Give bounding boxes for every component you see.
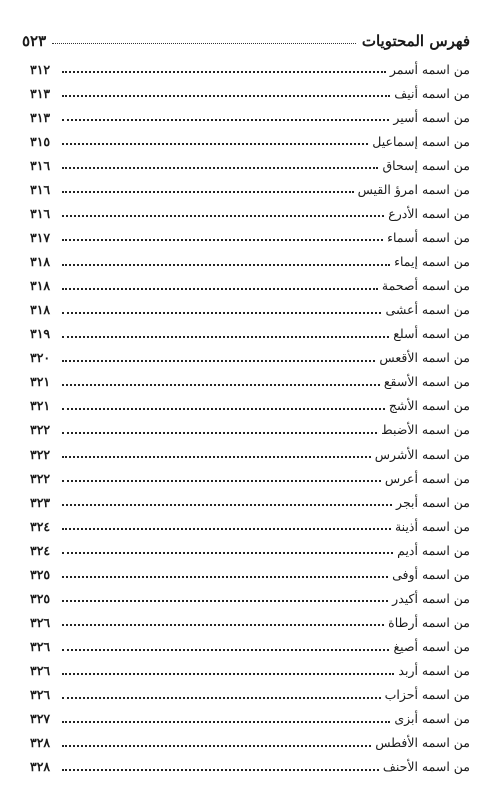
toc-entry-page-number: ٣٢٤ (30, 518, 51, 534)
dot-leader (62, 480, 381, 482)
toc-entry-title: من اسمه الأقعس (379, 350, 470, 366)
toc-entry-title: من اسمه أوفى (392, 566, 470, 582)
dot-leader (62, 95, 390, 97)
toc-entry (30, 586, 470, 610)
toc-entry (30, 250, 470, 274)
toc-entry-title: من اسمه الأشج (388, 398, 470, 414)
toc-entry-title: من اسمه الأفطس (375, 735, 470, 751)
toc-entry-title: من اسمه أحزاب (384, 687, 470, 703)
toc-entry-page-number: ٣١٣ (30, 85, 51, 101)
toc-entry-title: من اسمه أبزى (394, 711, 470, 727)
toc-entry (30, 538, 470, 562)
toc-entry-title: من اسمه أسماء (387, 229, 470, 245)
dot-leader (62, 649, 389, 651)
toc-entry-page-number: ٣١٧ (30, 229, 51, 245)
toc-entry (30, 346, 470, 370)
toc-entry-page-number: ٣٢١ (30, 374, 51, 390)
header-page-number: ٥٢٣ (22, 32, 47, 50)
toc-entry-title: من اسمه الأسقع (383, 374, 470, 390)
dot-leader (62, 456, 371, 458)
toc-entry-page-number: ٣٢٦ (30, 639, 51, 655)
dot-leader (62, 119, 389, 121)
toc-entry-page-number: ٣٢٤ (30, 542, 51, 558)
toc-entry (30, 394, 470, 418)
toc-entry-title: من اسمه أديم (397, 542, 470, 558)
header-dotted-rule (52, 43, 356, 44)
toc-entry-page-number: ٣١٨ (30, 278, 51, 294)
dot-leader (62, 432, 377, 434)
toc-entry (30, 322, 470, 346)
toc-entry-title: من اسمه إسماعيل (372, 133, 470, 149)
dot-leader (62, 745, 371, 747)
toc-entry-title: من اسمه أعشى (385, 302, 470, 318)
toc-entry-title: من اسمه الأضبط (381, 422, 470, 438)
toc-entry (30, 610, 470, 634)
toc-entry-title: من اسمه أذينة (394, 518, 470, 534)
toc-entry-title: من اسمه إسحاق (382, 157, 470, 173)
dot-leader (62, 504, 392, 506)
toc-entry (30, 81, 470, 105)
toc-entry (30, 731, 470, 755)
toc-entry (30, 442, 470, 466)
dot-leader (62, 167, 378, 169)
toc-entry-page-number: ٣٢٦ (30, 663, 51, 679)
dot-leader (62, 697, 381, 699)
toc-entry (30, 683, 470, 707)
dot-leader (62, 215, 384, 217)
dot-leader (62, 769, 379, 771)
toc-entry-page-number: ٣٢٦ (30, 614, 51, 630)
dot-leader (62, 408, 385, 410)
toc-entry-title: من اسمه أسير (393, 109, 470, 125)
toc-entry-title: من اسمه أبجر (396, 494, 470, 510)
toc-entry-page-number: ٣١٦ (30, 205, 51, 221)
toc-entry-page-number: ٣٢٨ (30, 735, 51, 751)
toc-entry-title: من اسمه أعرس (384, 470, 470, 486)
toc-entry (30, 274, 470, 298)
toc-entry (30, 105, 470, 129)
toc-entry (30, 707, 470, 731)
toc-entry-page-number: ٣١٨ (30, 302, 51, 318)
toc-entry-page-number: ٣١٦ (30, 181, 51, 197)
toc-entry-page-number: ٣٢٢ (30, 422, 51, 438)
toc-entry-page-number: ٣٢٦ (30, 687, 51, 703)
toc-entry (30, 490, 470, 514)
toc-entry (30, 225, 470, 249)
toc-entry-page-number: ٣٢٧ (30, 711, 51, 727)
dot-leader (62, 600, 388, 602)
toc-entry-page-number: ٣١٢ (30, 61, 51, 77)
page-header (22, 28, 470, 54)
toc-entry-page-number: ٣١٦ (30, 157, 51, 173)
toc-entry-page-number: ٣٢٥ (30, 590, 51, 606)
toc-entry-title: من اسمه الأشرس (374, 446, 470, 462)
dot-leader (62, 721, 390, 723)
toc-entry-page-number: ٣٢٨ (30, 759, 51, 775)
dot-leader (62, 191, 354, 193)
toc-entry-page-number: ٣١٩ (30, 326, 51, 342)
toc-entry (30, 635, 470, 659)
toc-entry (30, 514, 470, 538)
toc-entry (30, 659, 470, 683)
dot-leader (62, 528, 391, 530)
toc-entry-page-number: ٣١٨ (30, 254, 51, 270)
toc-entry-title: من اسمه امرؤ القيس (357, 181, 470, 197)
toc-entry-page-number: ٣٢٠ (30, 350, 51, 366)
toc-entry (30, 201, 470, 225)
toc-entry (30, 370, 470, 394)
dot-leader (62, 264, 390, 266)
dot-leader (62, 71, 386, 73)
dot-leader (62, 624, 384, 626)
toc-entry-page-number: ٣١٥ (30, 133, 51, 149)
toc-entry-title: من اسمه الأحنف (382, 759, 470, 775)
toc-entry-title: من اسمه أنيف (394, 85, 470, 101)
toc-entry-title: من اسمه الأدرع (388, 205, 470, 221)
dot-leader (62, 576, 388, 578)
dot-leader (62, 360, 375, 362)
dot-leader (62, 312, 381, 314)
toc-entry (30, 57, 470, 81)
toc-entry (30, 298, 470, 322)
toc-entry-title: من اسمه أصيغ (393, 639, 470, 655)
toc-entry (30, 418, 470, 442)
toc-entry-page-number: ٣٢٣ (30, 494, 51, 510)
toc-entry-title: من اسمه أرطاة (388, 614, 470, 630)
toc-entry-title: من اسمه أكيدر (392, 590, 470, 606)
toc-entry-title: من اسمه أسلع (393, 326, 470, 342)
toc-entry (30, 755, 470, 779)
toc-entry (30, 466, 470, 490)
toc-entry-title: من اسمه إيماء (394, 254, 470, 270)
toc-entry (30, 153, 470, 177)
toc-entry-title: من اسمه أسمر (389, 61, 470, 77)
toc-entry-page-number: ٣٢٥ (30, 566, 51, 582)
dot-leader (62, 384, 380, 386)
header-title: فهرس المحتويات (361, 32, 470, 50)
dot-leader (62, 239, 383, 241)
toc-entry-page-number: ٣٢٢ (30, 446, 51, 462)
dot-leader (62, 552, 393, 554)
dot-leader (62, 143, 368, 145)
toc-entry-page-number: ٣٢١ (30, 398, 51, 414)
toc-entry-page-number: ٣١٣ (30, 109, 51, 125)
toc-entry (30, 177, 470, 201)
toc-entry (30, 129, 470, 153)
dot-leader (62, 288, 378, 290)
toc-entry-title: من اسمه أربد (398, 663, 470, 679)
table-of-contents (30, 57, 470, 779)
dot-leader (62, 673, 394, 675)
toc-entry-title: من اسمه أصحمة (381, 278, 470, 294)
dot-leader (62, 336, 389, 338)
toc-entry (30, 562, 470, 586)
toc-entry-page-number: ٣٢٢ (30, 470, 51, 486)
